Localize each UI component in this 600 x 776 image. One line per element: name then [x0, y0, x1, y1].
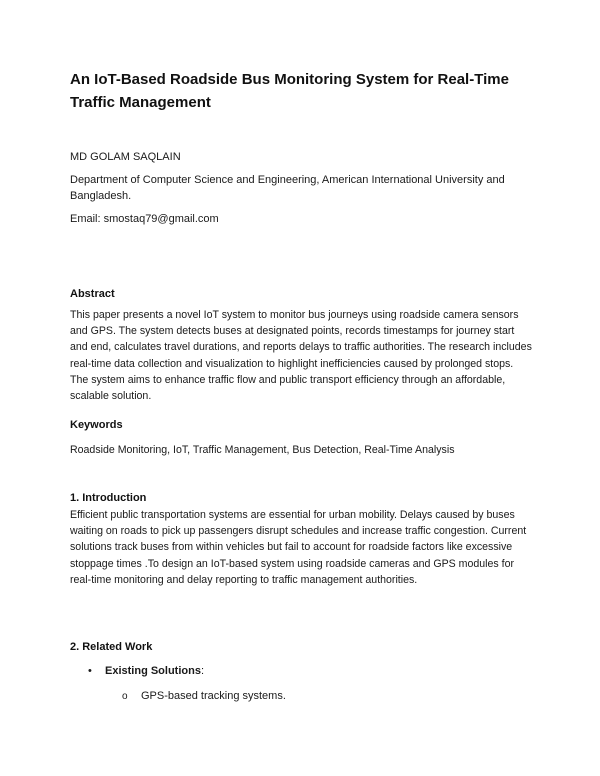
related-work-heading: 2. Related Work — [70, 641, 153, 653]
author-name: MD GOLAM SAQLAIN — [70, 151, 181, 163]
keywords-text: Roadside Monitoring, IoT, Traffic Management, Bus Detection, Real-Time Analysis — [70, 444, 455, 456]
sub-bullet-marker: o — [122, 691, 128, 702]
author-email: Email: smostaq79@gmail.com — [70, 213, 219, 225]
author-affiliation: Department of Computer Science and Engineering, American International University and Bangladesh. — [70, 174, 505, 202]
bullet-label-text: Existing Solutions — [105, 665, 201, 677]
bullet-label-colon: : — [200, 665, 205, 677]
sub-item-text: GPS-based tracking systems. — [141, 690, 286, 702]
introduction-text: Efficient public transportation systems are essential for urban mobility. Delays caused by buses waiting on roads to pick up passengers disrupt schedules and increase traffic congestion. Current solutions track buses from within vehicles but fail to account for roadside factors like excessive stoppage times .To design an IoT-based system using roadside cameras and GPS modules for real-time monitoring and delay reporting to traffic management authorities. — [70, 509, 527, 586]
introduction-heading: 1. Introduction — [70, 492, 147, 504]
abstract-text: This paper presents a novel IoT system to monitor bus journeys using roadside camera sensors and GPS. The system detects buses at designated points, records timestamps for journey start and end, calculates travel durations, and reports delays to traffic authorities. The research includes real-time data collection and visualization to highlight inefficiencies caused by prolonged stops. The system aims to enhance traffic flow and public transport efficiency through an affordable, scalable solution. — [70, 309, 532, 403]
keywords-heading: Keywords — [70, 419, 123, 431]
abstract-heading: Abstract — [70, 288, 115, 300]
bullet-marker: • — [88, 665, 92, 677]
paper-title: An IoT-Based Roadside Bus Monitoring System for Real-Time Traffic Management — [70, 71, 509, 111]
bullet-label — [105, 664, 204, 679]
